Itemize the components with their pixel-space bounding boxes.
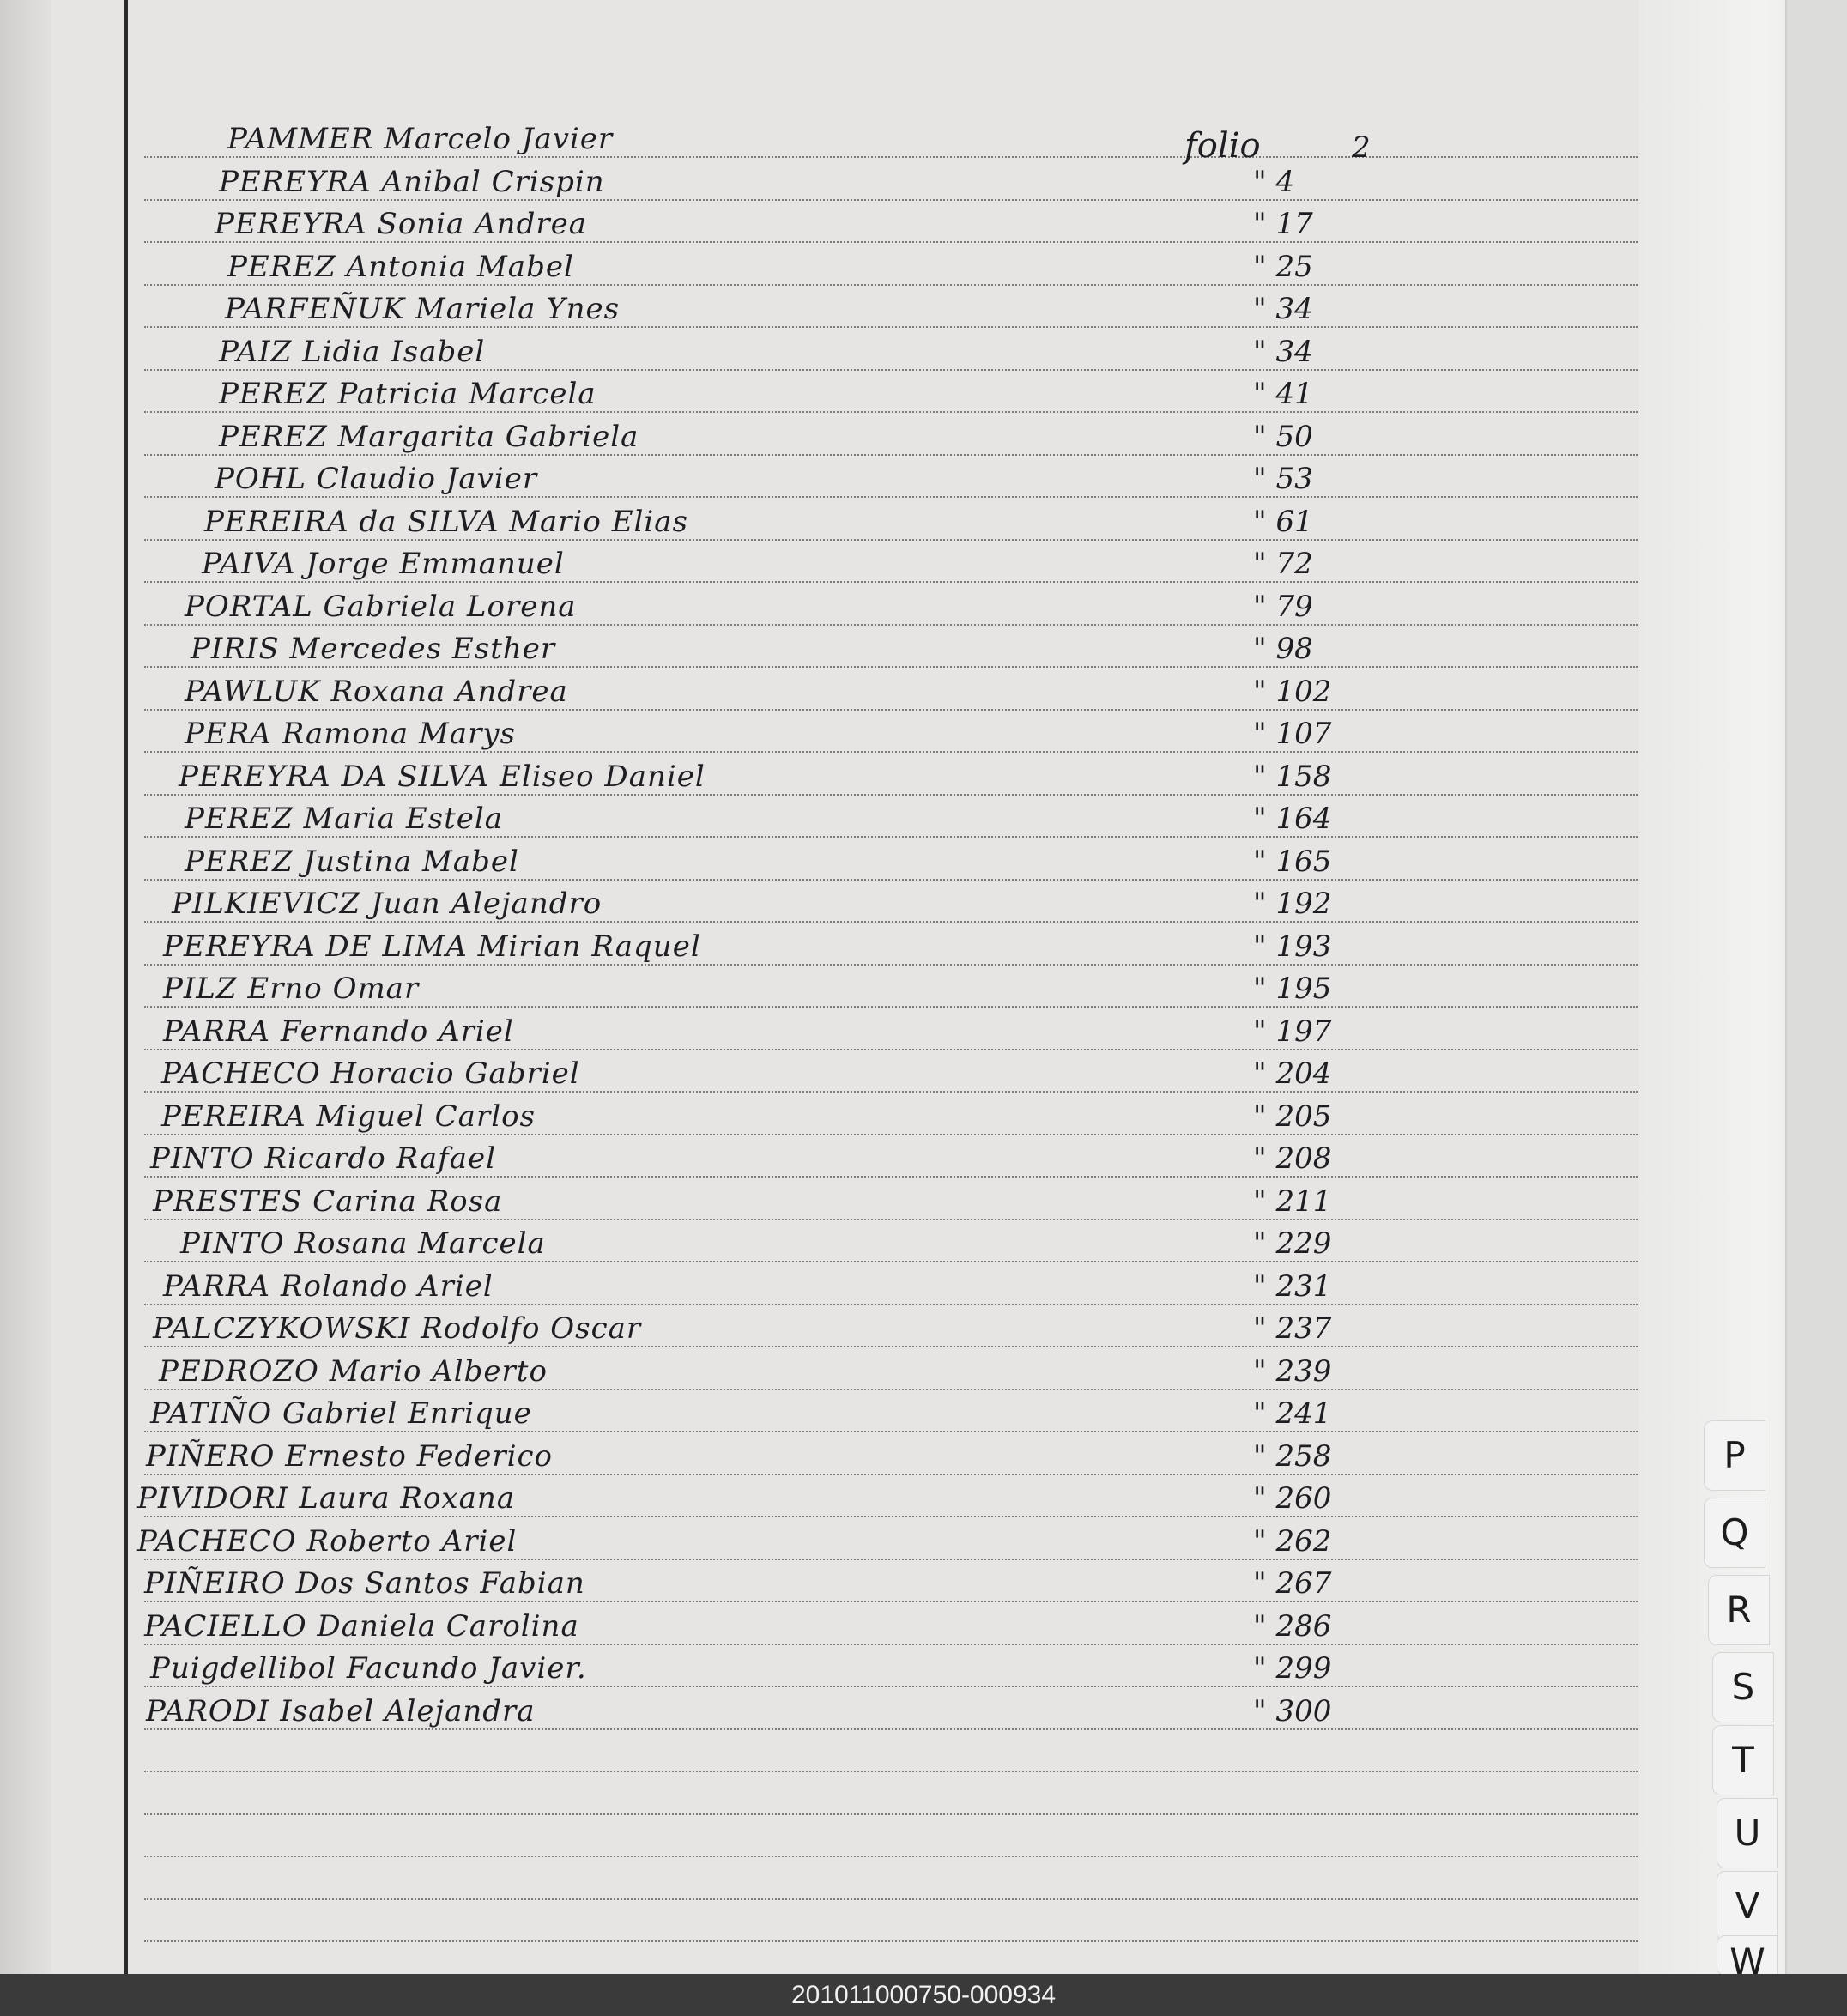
index-tab-s[interactable]: S <box>1712 1652 1774 1722</box>
entry-name: PAWLUK Roxana Andrea <box>185 674 568 709</box>
page-edge <box>1785 0 1847 1974</box>
entry-name: PORTAL Gabriela Lorena <box>185 589 577 624</box>
entry-name: PEREZ Maria Estela <box>185 802 504 836</box>
entry-folio: " 239 <box>1253 1353 1332 1389</box>
entry-folio: " 299 <box>1253 1651 1332 1686</box>
index-tab-w[interactable]: W <box>1717 1935 1778 1974</box>
document-id-footer: 201011000750-000934 <box>0 1974 1847 2016</box>
index-tab-v[interactable]: V <box>1717 1871 1778 1941</box>
entry-name: PACHECO Horacio Gabriel <box>161 1056 580 1091</box>
entry-folio: " 193 <box>1253 929 1332 964</box>
entry-name: PARODI Isabel Alejandra <box>146 1693 536 1728</box>
entry-name: PEREZ Justina Mabel <box>185 844 519 879</box>
entry-name: PIÑERO Ernesto Federico <box>146 1438 554 1474</box>
entry-folio: " 102 <box>1253 674 1332 709</box>
entry-name: PIVIDORI Laura Roxana <box>137 1481 516 1516</box>
entry-name: PRESTES Carina Rosa <box>153 1184 503 1219</box>
entry-folio: " 237 <box>1253 1311 1332 1346</box>
entry-folio: " 50 <box>1253 419 1313 454</box>
entry-name: PARRA Rolando Ariel <box>163 1268 494 1304</box>
entry-name: PALCZYKOWSKI Rodolfo Oscar <box>153 1311 642 1346</box>
index-tab-t[interactable]: T <box>1712 1725 1774 1795</box>
entry-folio: " 267 <box>1253 1566 1332 1601</box>
entry-name: PILZ Erno Omar <box>163 972 420 1006</box>
index-tab-u[interactable]: U <box>1717 1798 1778 1868</box>
entry-folio: " 25 <box>1253 249 1313 284</box>
ruled-line <box>144 1940 1638 1942</box>
entry-folio: " 229 <box>1253 1226 1332 1261</box>
entry-name: Puigdellibol Facundo Javier. <box>150 1651 587 1686</box>
entry-folio: " 165 <box>1253 844 1332 879</box>
entry-folio: " 208 <box>1253 1141 1332 1176</box>
folio-header: folio <box>1184 126 1261 166</box>
entry-folio: " 192 <box>1253 887 1332 921</box>
entry-name: PEREIRA da SILVA Mario Elias <box>204 504 688 539</box>
entry-name: PEREZ Patricia Marcela <box>219 377 596 411</box>
entry-folio: " 53 <box>1253 462 1313 496</box>
entry-folio: " 34 <box>1253 334 1313 369</box>
entry-folio: " 241 <box>1253 1396 1332 1431</box>
entry-folio: " 258 <box>1253 1438 1332 1474</box>
entry-name: PINTO Ricardo Rafael <box>150 1141 496 1176</box>
entry-name: PEREYRA Anibal Crispin <box>219 164 605 199</box>
entry-folio: " 4 <box>1253 164 1295 199</box>
entry-name: PEREZ Margarita Gabriela <box>219 419 639 454</box>
entry-folio: " 61 <box>1253 504 1313 539</box>
entry-folio: " 164 <box>1253 802 1332 836</box>
entry-folio: " 72 <box>1253 547 1313 581</box>
entry-folio: " 195 <box>1253 972 1332 1006</box>
entry-folio: " 197 <box>1253 1014 1332 1049</box>
entry-folio: " 79 <box>1253 589 1313 624</box>
ruled-line <box>144 1771 1638 1772</box>
entry-name: PIRIS Mercedes Esther <box>191 632 556 666</box>
entry-name: POHL Claudio Javier <box>215 462 538 496</box>
entry-folio: " 98 <box>1253 632 1313 666</box>
entry-folio: " 205 <box>1253 1099 1332 1134</box>
index-tab-q[interactable]: Q <box>1704 1498 1765 1568</box>
entry-folio: " 260 <box>1253 1481 1332 1516</box>
entry-folio: " 300 <box>1253 1693 1332 1728</box>
entry-name: PIÑEIRO Dos Santos Fabian <box>144 1566 585 1601</box>
entry-name: PARFEÑUK Mariela Ynes <box>225 292 621 326</box>
entry-name: PEREYRA Sonia Andrea <box>215 207 587 241</box>
entry-name: PATIÑO Gabriel Enrique <box>150 1396 532 1431</box>
entry-folio: " 34 <box>1253 292 1313 326</box>
entry-folio: " 41 <box>1253 377 1313 411</box>
entry-name: PEREIRA Miguel Carlos <box>161 1099 536 1134</box>
index-tab-r[interactable]: R <box>1708 1575 1770 1645</box>
entry-name: PEREYRA DE LIMA Mirian Raquel <box>163 929 701 964</box>
entry-name: PEREZ Antonia Mabel <box>227 249 574 284</box>
binding-shadow <box>0 0 51 1974</box>
entry-name: PAMMER Marcelo Javier <box>227 122 614 156</box>
entry-name: PEREYRA DA SILVA Eliseo Daniel <box>179 759 705 794</box>
entry-name: PINTO Rosana Marcela <box>180 1226 546 1261</box>
entry-name: PAIZ Lidia Isabel <box>219 334 486 369</box>
entry-name: PILKIEVICZ Juan Alejandro <box>172 887 603 921</box>
entry-name: PACHECO Roberto Ariel <box>137 1523 518 1559</box>
entry-folio: " 204 <box>1253 1056 1332 1091</box>
entry-folio: " 17 <box>1253 207 1313 241</box>
entry-name: PACIELLO Daniela Carolina <box>144 1608 579 1644</box>
entry-folio: " 286 <box>1253 1608 1332 1644</box>
entry-folio: " 107 <box>1253 717 1332 751</box>
entry-name: PEDROZO Mario Alberto <box>159 1353 548 1389</box>
ruled-line <box>144 1813 1638 1815</box>
entry-folio: " 231 <box>1253 1268 1332 1304</box>
entry-folio: " 211 <box>1253 1184 1332 1219</box>
entry-name: PAIVA Jorge Emmanuel <box>202 547 565 581</box>
entry-folio: " 262 <box>1253 1523 1332 1559</box>
entry-folio: " 158 <box>1253 759 1332 794</box>
entry-name: PARRA Fernando Ariel <box>163 1014 514 1049</box>
ruled-line <box>144 1856 1638 1857</box>
margin-line <box>124 0 128 1974</box>
entry-name: PERA Ramona Marys <box>185 717 516 751</box>
index-tab-p[interactable]: P <box>1704 1420 1765 1491</box>
entry-folio: 2 <box>1352 130 1371 165</box>
ruled-line <box>144 1898 1638 1900</box>
